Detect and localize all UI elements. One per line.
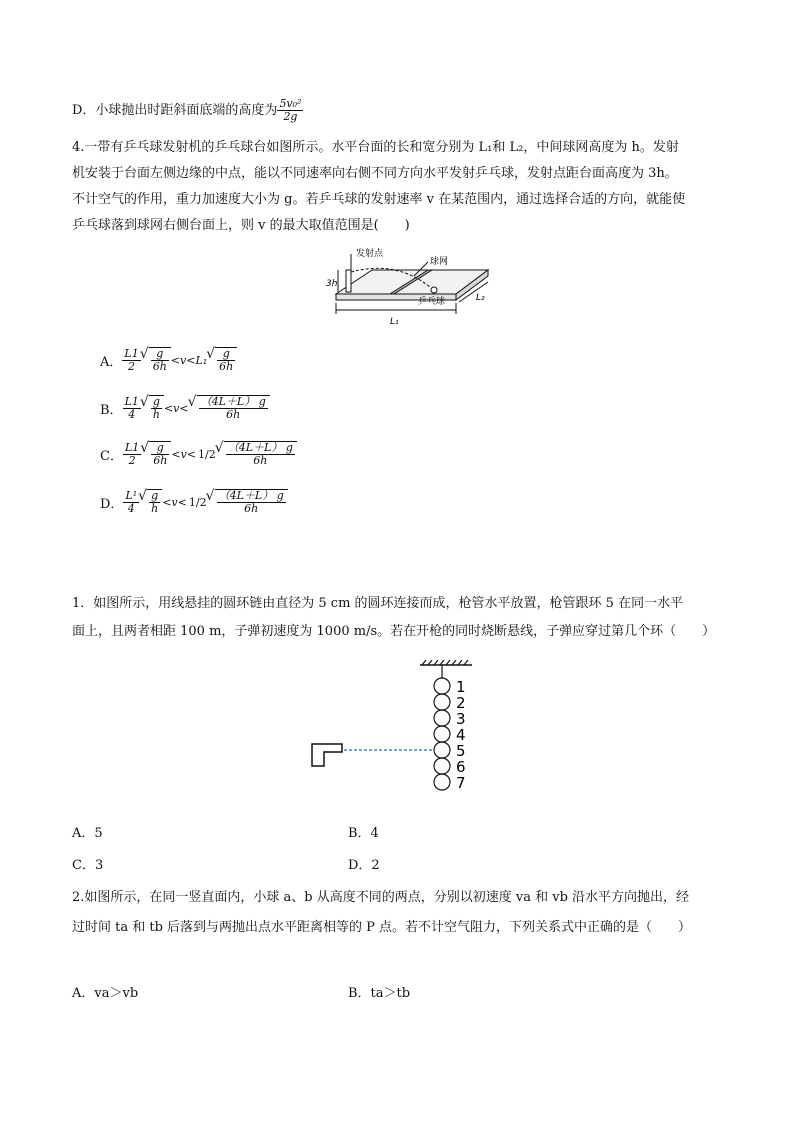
q2-option-b: B．ta＞tb (348, 986, 411, 1001)
gun-icon (312, 744, 342, 766)
q1-line-1: 1．如图所示，用线悬挂的圆环链由直径为 5 cm 的圆环连接而成，枪管水平放置，枪管跟环 5 在同一水平 (72, 596, 684, 611)
q2-option-a: A．va＞vb (72, 986, 139, 1001)
option-sqrt-b (224, 441, 297, 467)
prev-option-d (72, 98, 303, 123)
q2-line-2: 过时间 ta 和 tb 后落到与两抛出点水平距离相等的 P 点。若不计空气阻力，下列关系式中正确的是（ ） (72, 920, 692, 935)
denominator: 4 (128, 407, 136, 421)
ring-4 (434, 726, 450, 742)
option-letter: B． (100, 402, 123, 418)
ping-pong-table-figure (326, 242, 498, 334)
option-sqrt (149, 441, 171, 467)
option-mid: <v< (162, 495, 187, 509)
launcher-post (346, 270, 351, 292)
radicand-den: 6h (219, 360, 234, 373)
option-fraction (123, 396, 141, 421)
prev-option-d-fraction (277, 98, 303, 123)
label-ball: 乒乓球 (418, 297, 446, 307)
option-fraction (123, 490, 139, 515)
radicand-num: √ g (151, 348, 169, 361)
option-sqrt (147, 489, 162, 515)
ring-label-6: 6 (456, 758, 466, 776)
q1-option-b: B．4 (348, 826, 379, 841)
radicand-den: h (152, 408, 160, 421)
radicand-num: √ （4L＋L） g (227, 441, 293, 454)
numerator: L¹ (125, 488, 138, 502)
radicand-num: √ g (151, 396, 162, 409)
ring-6 (434, 758, 450, 774)
option-letter: C． (100, 448, 123, 464)
option-mid: <v< (163, 401, 189, 415)
option-letter: A． (100, 354, 123, 370)
radicand-den: 6h (253, 454, 268, 467)
q4-line-1: 4.一带有乒乓球发射机的乒乓球台如图所示。水平台面的长和宽分别为 L₁和 L₂，中间球网高度为 h。发射 (72, 140, 679, 155)
denominator: 2 (128, 359, 136, 373)
q1-line-2: 面上，且两者相距 100 m，子弹初速度为 1000 m/s。若在开枪的同时烧断悬线，子弹应穿过第几个环（ ） (72, 624, 716, 639)
label-3h: 3h (326, 279, 338, 289)
radicand-den: 6h (153, 454, 168, 467)
radicand-den: h (151, 502, 159, 515)
fraction-numerator: 5v₀² (279, 97, 302, 110)
label-L1: L₁ (390, 317, 399, 327)
ring-2 (434, 694, 450, 710)
option-half: 1/2 (188, 495, 207, 509)
radicand-den: 6h (244, 502, 259, 515)
prev-option-d-text: D．小球抛出时距斜面底端的高度为 (72, 103, 278, 118)
radicand-den: 6h (152, 360, 167, 373)
q4-option-d (100, 480, 288, 524)
ring-3 (434, 710, 450, 726)
option-fraction (123, 442, 141, 467)
option-fraction (122, 348, 140, 373)
ring-1 (434, 678, 450, 694)
numerator: L1 (124, 394, 139, 408)
q1-option-d: D．2 (348, 858, 380, 873)
option-sqrt-b (197, 395, 270, 421)
option-half: 1/2 (198, 447, 216, 461)
q4-line-3: 不计空气的作用，重力加速度大小为 g。若乒乓球的发射速率 v 在某范围内，通过选择合适的方向，就能使 (72, 192, 686, 207)
ring-label-4: 4 (456, 726, 466, 744)
radicand-num: √ （4L＋L） g (218, 489, 284, 502)
option-sqrt (149, 347, 171, 373)
q4-option-b (100, 386, 270, 430)
numerator: L1 (124, 346, 139, 360)
label-L2: L₂ (476, 293, 485, 303)
ring-chain-figure (308, 660, 498, 805)
ring-label-7: 7 (456, 774, 466, 792)
q1-option-a: A．5 (72, 826, 103, 841)
radicand-num: √ g (149, 490, 160, 503)
label-launch-point: 发射点 (356, 249, 384, 259)
radicand-num: √ g (151, 442, 169, 455)
option-sqrt-b (215, 489, 288, 515)
option-sqrt (149, 395, 164, 421)
q2-line-1: 2.如图所示，在同一竖直面内，小球 a、b 从高度不同的两点，分别以初速度 va 和 vb 沿水平方向抛出，经 (72, 890, 690, 905)
label-net: 球网 (430, 257, 449, 267)
ring-5 (434, 742, 450, 758)
q4-option-a (100, 338, 237, 382)
option-mid: <v< (171, 447, 197, 461)
denominator: 4 (127, 501, 135, 515)
fraction-denominator: 2g (283, 110, 298, 123)
numerator: L1 (124, 440, 140, 454)
ring-7 (434, 774, 450, 790)
ring-label-2: 2 (456, 694, 466, 712)
q4-option-c (100, 432, 297, 476)
option-sqrt-b (215, 347, 237, 373)
option-mid: <v<L₁ (170, 353, 208, 367)
q1-option-c: C．3 (72, 858, 104, 873)
ball-icon (431, 287, 437, 293)
radicand-den: 6h (226, 408, 241, 421)
q4-line-4: 乒乓球落到球网右侧台面上，则 v 的最大取值范围是( ) (72, 218, 410, 233)
ring-label-3: 3 (456, 710, 466, 728)
option-letter: D． (100, 496, 124, 512)
q4-line-2: 机安装于台面左侧边缘的中点，能以不同速率向右侧不同方向水平发射乒乓球，发射点距台面高度为 3h。 (72, 166, 678, 181)
denominator: 2 (128, 453, 136, 467)
ring-label-5: 5 (456, 742, 466, 760)
ring-label-1: 1 (456, 678, 466, 696)
radicand-num: √ g (217, 348, 235, 361)
radicand-num: √ （4L＋L） g (200, 395, 266, 408)
